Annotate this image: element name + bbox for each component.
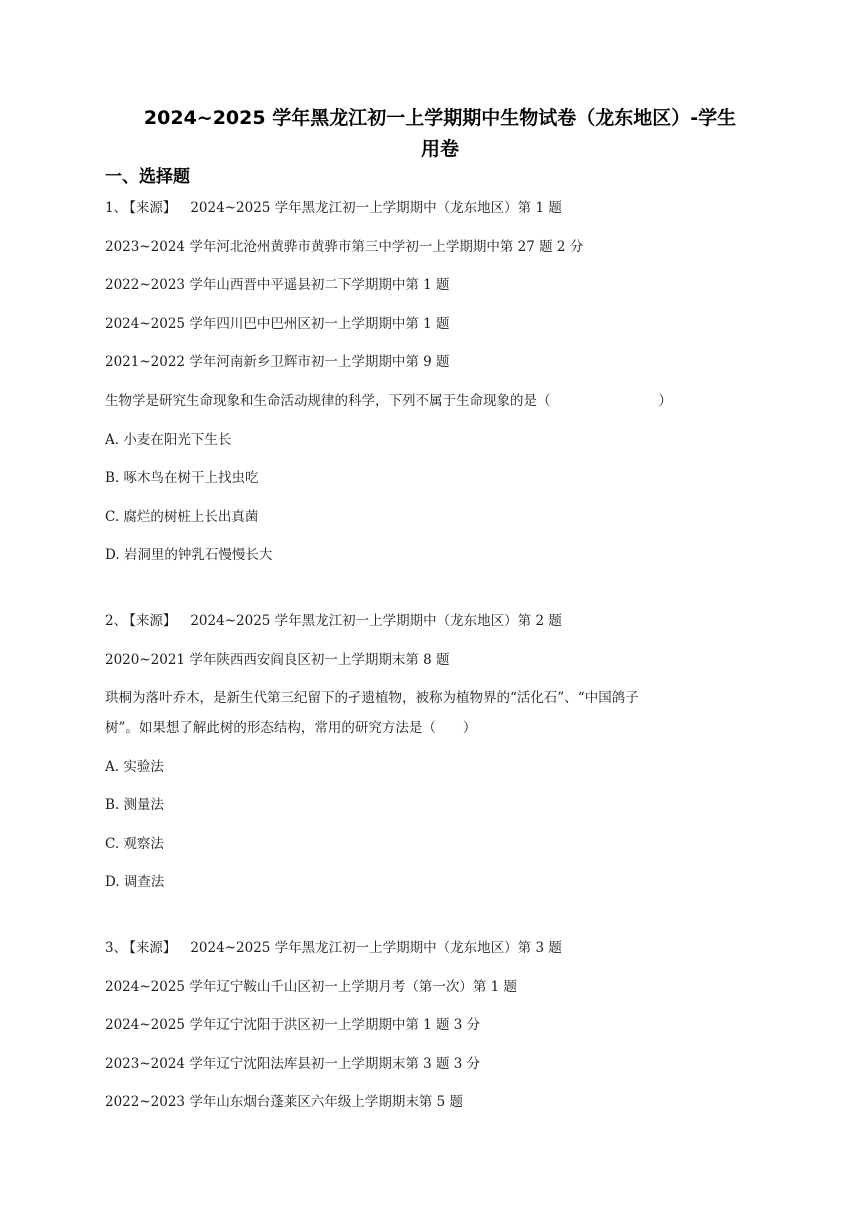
question-3-source (105, 936, 562, 956)
option-d: D. 调查法 (105, 874, 165, 890)
question-1-source (105, 196, 562, 216)
source-label: 【来源】 (129, 200, 177, 216)
source-label: 【来源】 (129, 613, 177, 629)
question-stem-line-2: 树”。如果想了解此树的形态结构，常用的研究方法是（ ） (105, 720, 477, 736)
other-source: 2024~2025 学年辽宁鞍山千山区初一上学期月考（第一次）第 1 题 (105, 979, 517, 995)
other-source: 2023~2024 学年河北沧州黄骅市黄骅市第三中学初一上学期期中第 27 题 2 分 (105, 239, 584, 255)
other-source: 2024~2025 学年四川巴中巴州区初一上学期期中第 1 题 (105, 316, 450, 332)
other-source: 2024~2025 学年辽宁沈阳于洪区初一上学期期中第 1 题 3 分 (105, 1017, 481, 1033)
source-main: 2024~2025 学年黑龙江初一上学期期中（龙东地区）第 3 题 (190, 940, 562, 956)
other-source: 2021~2022 学年河南新乡卫辉市初一上学期期中第 9 题 (105, 354, 450, 370)
question-number: 1、 (105, 200, 128, 216)
option-b: B. 啄木鸟在树干上找虫吃 (105, 470, 259, 486)
option-a: A. 小麦在阳光下生长 (105, 432, 232, 448)
question-stem: 生物学是研究生命现象和生命活动规律的科学，下列不属于生命现象的是（ ） (105, 393, 672, 409)
source-main: 2024~2025 学年黑龙江初一上学期期中（龙东地区）第 1 题 (190, 200, 562, 216)
question-number: 2、 (105, 613, 128, 629)
title-line-1: 2024~2025 学年黑龙江初一上学期期中生物试卷（龙东地区）-学生 (143, 107, 737, 129)
option-d: D. 岩洞里的钟乳石慢慢长大 (105, 547, 273, 563)
option-a: A. 实验法 (105, 759, 164, 775)
title-line-2: 用卷 (420, 138, 459, 160)
other-source: 2020~2021 学年陕西西安阎良区初一上学期期末第 8 题 (105, 652, 450, 668)
question-stem-line-1: 珙桐为落叶乔木，是新生代第三纪留下的孑遗植物，被称为植物界的“活化石”、“中国鸽子 (105, 690, 639, 706)
question-number: 3、 (105, 940, 128, 956)
document-title (100, 103, 780, 165)
section-heading: 一、选择题 (105, 167, 190, 187)
option-c: C. 观察法 (105, 836, 164, 852)
option-b: B. 测量法 (105, 797, 165, 813)
other-source: 2023~2024 学年辽宁沈阳法库县初一上学期期末第 3 题 3 分 (105, 1056, 481, 1072)
source-main: 2024~2025 学年黑龙江初一上学期期中（龙东地区）第 2 题 (190, 613, 562, 629)
option-c: C. 腐烂的树桩上长出真菌 (105, 509, 259, 525)
other-source: 2022~2023 学年山东烟台蓬莱区六年级上学期期末第 5 题 (105, 1094, 463, 1110)
other-source: 2022~2023 学年山西晋中平遥县初二下学期期中第 1 题 (105, 277, 450, 293)
source-label: 【来源】 (129, 940, 177, 956)
question-2-source (105, 609, 562, 629)
